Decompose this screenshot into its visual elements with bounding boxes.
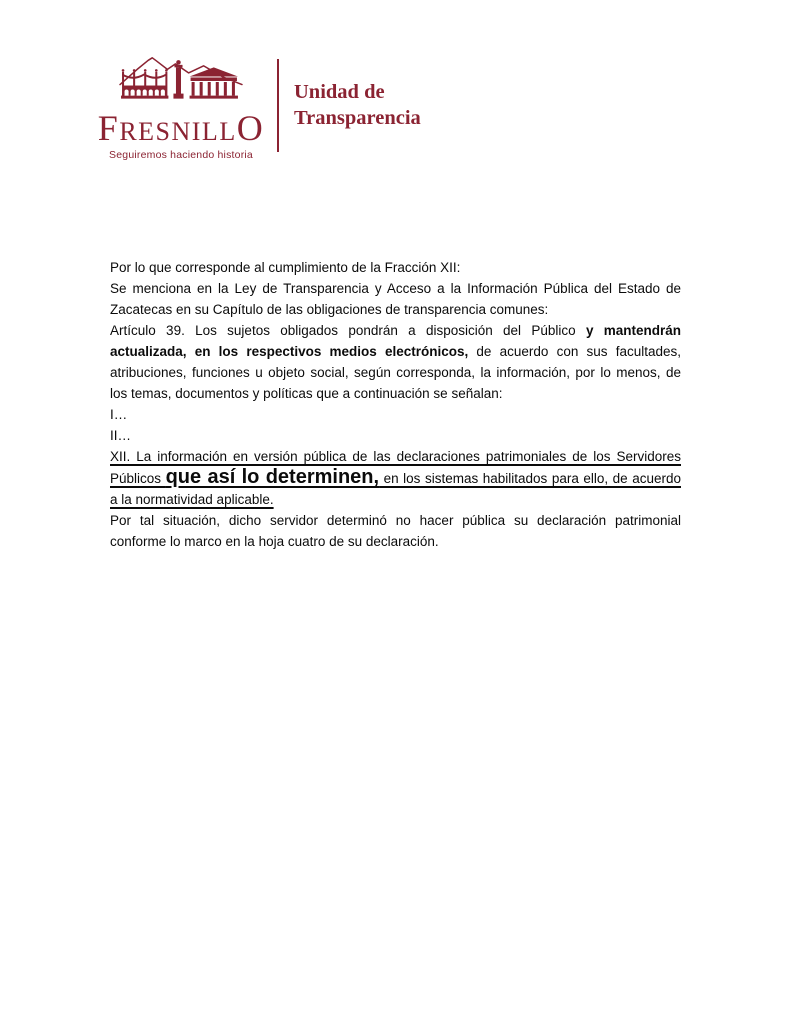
fraccion-xii-text: XII. La información en versión pública de las declaraciones patrimoniales de los Servidores Públicos xyxy=(110,449,681,486)
letterhead xyxy=(95,56,421,161)
articulo-39-bold: y mantendrán actualizada, en los respectivos medios electrónicos, xyxy=(110,323,682,359)
brand-name-final: O xyxy=(236,108,265,148)
brand-name xyxy=(98,110,264,146)
paragraph-law-mention: Se menciona en la Ley de Transparencia y Acceso a la Información Pública del Estado de Zacatecas en su Capítulo de las obligaciones de transparencia comunes: xyxy=(110,281,681,317)
fraccion-xii-text-cont: en los sistemas habilitados para ello, de acuerdo a la normatividad aplicable. xyxy=(110,471,681,507)
fresnillo-logo xyxy=(95,56,267,161)
list-item-i: I… xyxy=(110,407,128,422)
brand-tagline: Seguiremos haciendo historia xyxy=(109,149,253,161)
paragraph-closing: Por tal situación, dicho servidor determinó no hacer pública su declaración patrimonial conforme lo marco en la hoja cuatro de su declaración. xyxy=(110,513,681,549)
document-body xyxy=(110,257,681,552)
unit-title xyxy=(294,56,421,161)
articulo-39-text-cont: de acuerdo con sus facultades, atribuciones, funciones u objeto social, según corresponda, la información, por lo menos, de los temas, documentos y políticas que a continuación se señalan: xyxy=(110,344,681,401)
paragraph-articulo-39 xyxy=(110,320,681,404)
brand-name-middle: RESNILL xyxy=(119,117,237,146)
brand-name-initial: F xyxy=(97,108,120,148)
unit-title-line1: Unidad de xyxy=(294,81,385,103)
fraccion-xii-bold: que así lo determinen, xyxy=(165,466,380,488)
paragraph-intro: Por lo que corresponde al cumplimiento de la Fracción XII: xyxy=(110,260,461,275)
list-item-ii: II… xyxy=(110,428,132,443)
articulo-39-text: Artículo 39. Los sujetos obligados pondrán a disposición del Público xyxy=(110,323,586,338)
unit-title-line2: Transparencia xyxy=(294,107,421,129)
letterhead-divider xyxy=(277,59,279,152)
monument-arcade-icon xyxy=(118,56,244,109)
paragraph-fraccion-xii xyxy=(110,446,681,510)
